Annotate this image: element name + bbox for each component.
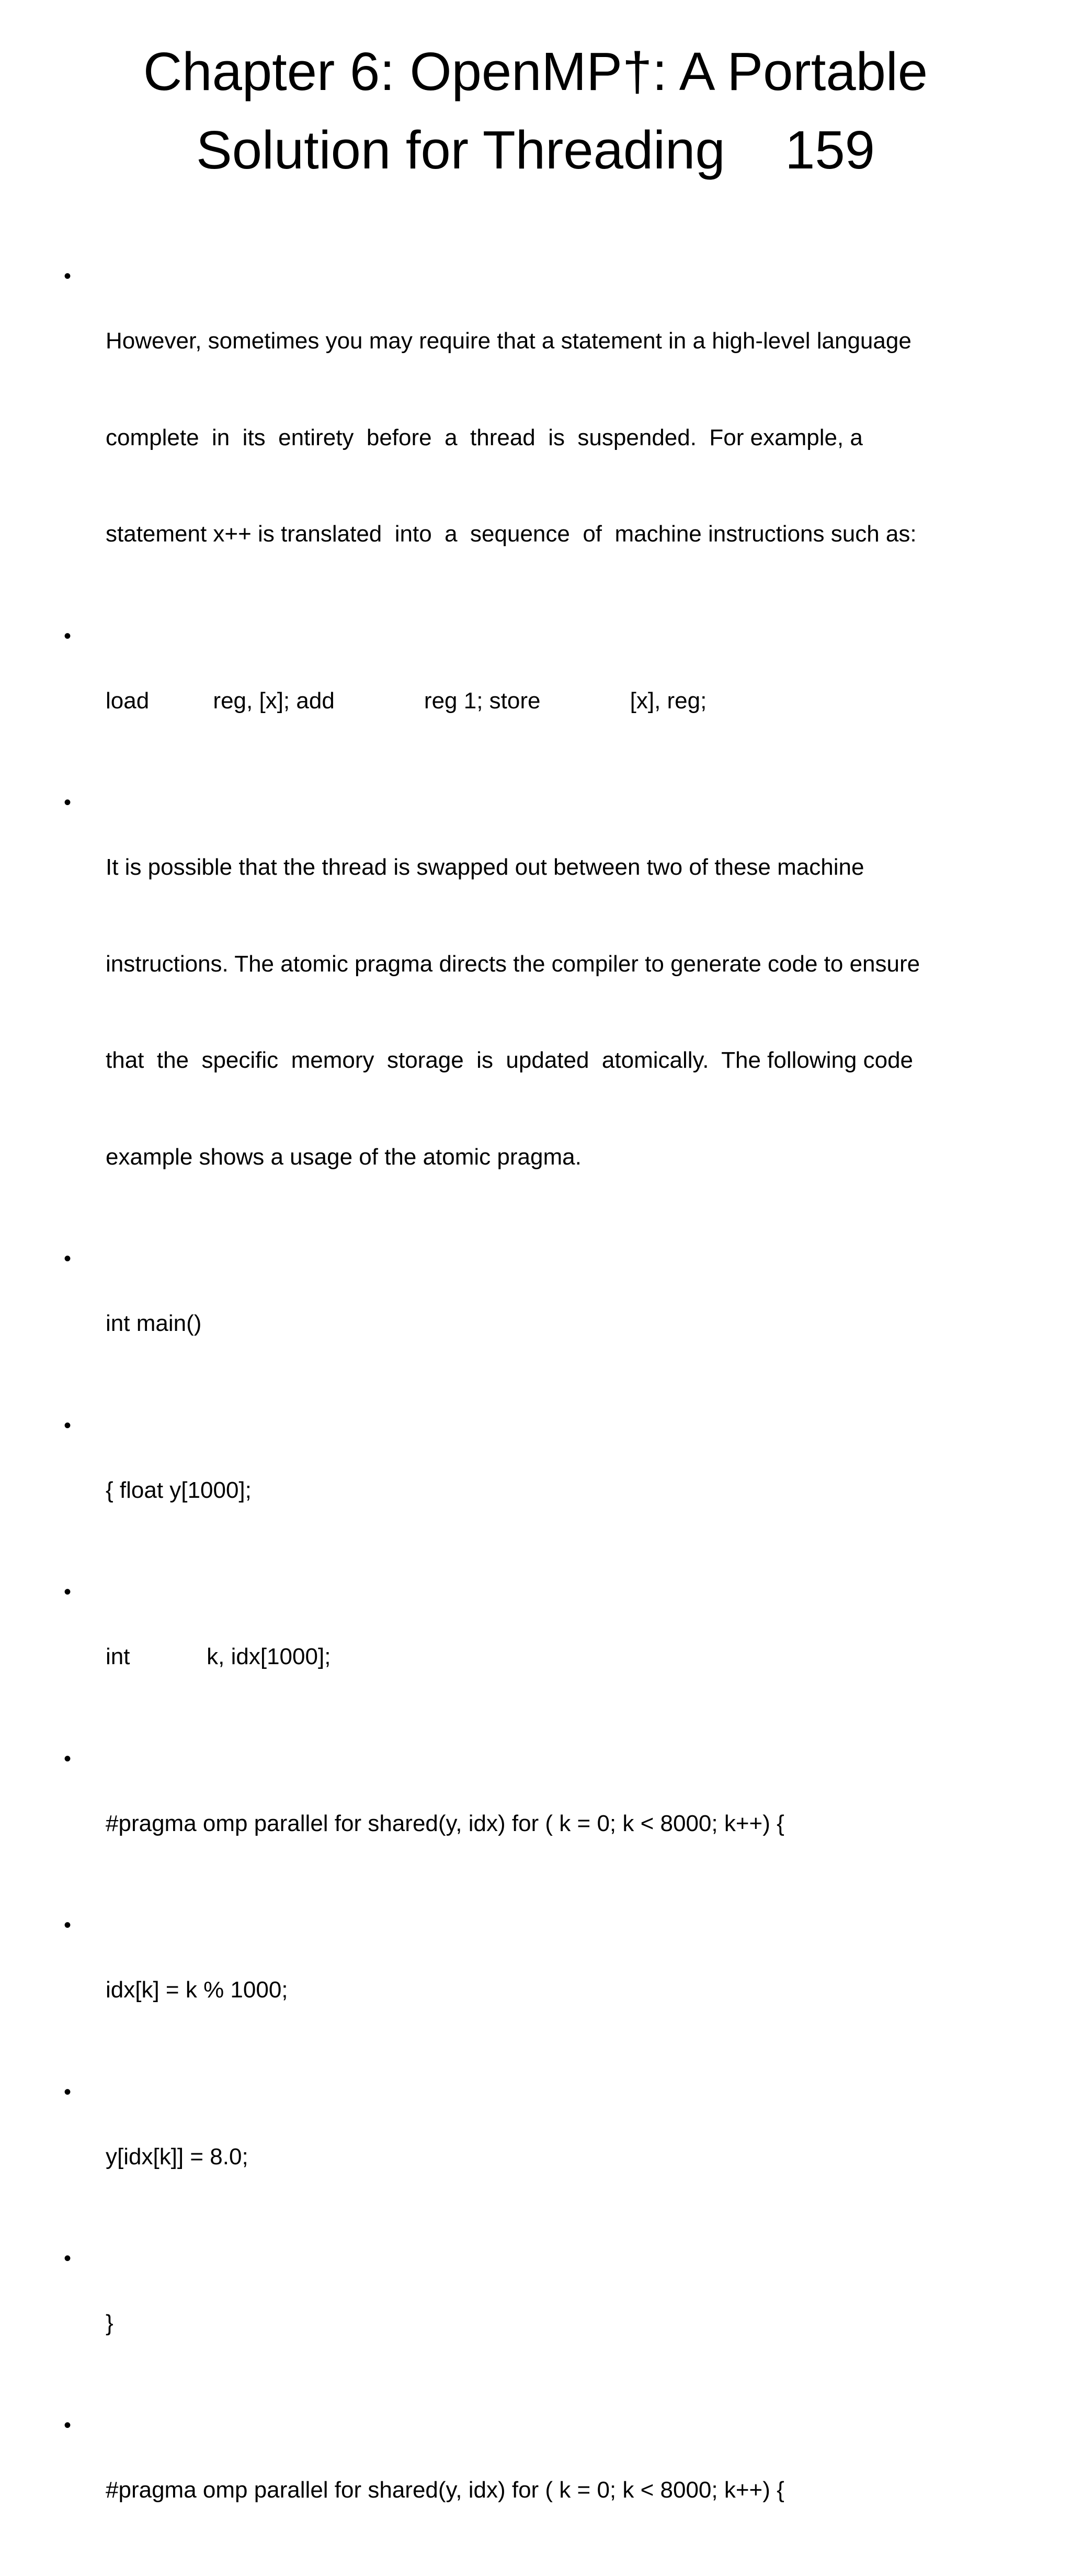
bullet-text (106, 1743, 1000, 1904)
bullet-text (106, 787, 1000, 1237)
text-line: instructions. The atomic pragma directs the compiler to generate code to ensure (106, 951, 920, 977)
list-item (64, 1410, 1000, 1571)
bullet-icon: • (64, 2080, 72, 2104)
list-item (64, 1743, 1000, 1904)
text-line: load reg, [x]; add reg 1; store [x], reg; (106, 687, 707, 714)
bullet-text (106, 2076, 1000, 2238)
text-line: However, sometimes you may require that a statement in a high-level language (106, 328, 912, 354)
bullet-icon: • (64, 1247, 72, 1270)
list-item (64, 261, 1000, 615)
text-line: statement x++ is translated into a sequence of machine instructions such as: (106, 521, 917, 547)
bullet-text (106, 620, 1000, 782)
bullet-text (106, 2243, 1000, 2404)
bullet-icon: • (64, 624, 72, 648)
bullet-text (106, 1576, 1000, 1737)
list-item (64, 2076, 1000, 2238)
bullet-text (106, 261, 1000, 615)
text-line: int k, idx[1000]; (106, 1644, 331, 1669)
text-line: { float y[1000]; (106, 1477, 252, 1503)
list-item (64, 1910, 1000, 2071)
slide-title (78, 32, 993, 189)
text-line: that the specific memory storage is updated atomically. The following code (106, 1047, 914, 1073)
bullet-text (106, 2410, 1000, 2571)
bullet-icon: • (64, 1747, 72, 1770)
slide-title-line-1: Chapter 6: OpenMP†: A Portable (143, 41, 928, 101)
bullet-icon: • (64, 2413, 72, 2437)
bullet-icon: • (64, 791, 72, 814)
slide-title-line-2: Solution for Threading 159 (196, 120, 875, 180)
text-line: idx[k] = k % 1000; (106, 1977, 288, 2003)
list-item (64, 1243, 1000, 1404)
bullet-icon: • (64, 2247, 72, 2270)
bullet-icon: • (64, 1580, 72, 1603)
list-item (64, 2243, 1000, 2404)
text-line: It is possible that the thread is swapped out between two of these machine (106, 854, 864, 880)
bullet-list (64, 261, 1000, 2576)
bullet-text (106, 1410, 1000, 1571)
bullet-icon: • (64, 1914, 72, 1937)
text-line: #pragma omp parallel for shared(y, idx) for ( k = 0; k < 8000; k++) { (106, 2477, 784, 2503)
list-item (64, 787, 1000, 1237)
text-line: y[idx[k]] = 8.0; (106, 2143, 248, 2170)
text-line: example shows a usage of the atomic pragma. (106, 1144, 582, 1170)
list-item (64, 1576, 1000, 1737)
text-line: } (106, 2310, 113, 2336)
bullet-text (106, 1243, 1000, 1404)
list-item (64, 2410, 1000, 2571)
text-line: int main() (106, 1310, 202, 1336)
list-item (64, 620, 1000, 782)
bullet-text (106, 1910, 1000, 2071)
bullet-icon: • (64, 265, 72, 288)
text-line: complete in its entirety before a thread is suspended. For example, a (106, 424, 863, 450)
text-line: #pragma omp parallel for shared(y, idx) for ( k = 0; k < 8000; k++) { (106, 1810, 784, 1836)
bullet-icon: • (64, 1414, 72, 1437)
